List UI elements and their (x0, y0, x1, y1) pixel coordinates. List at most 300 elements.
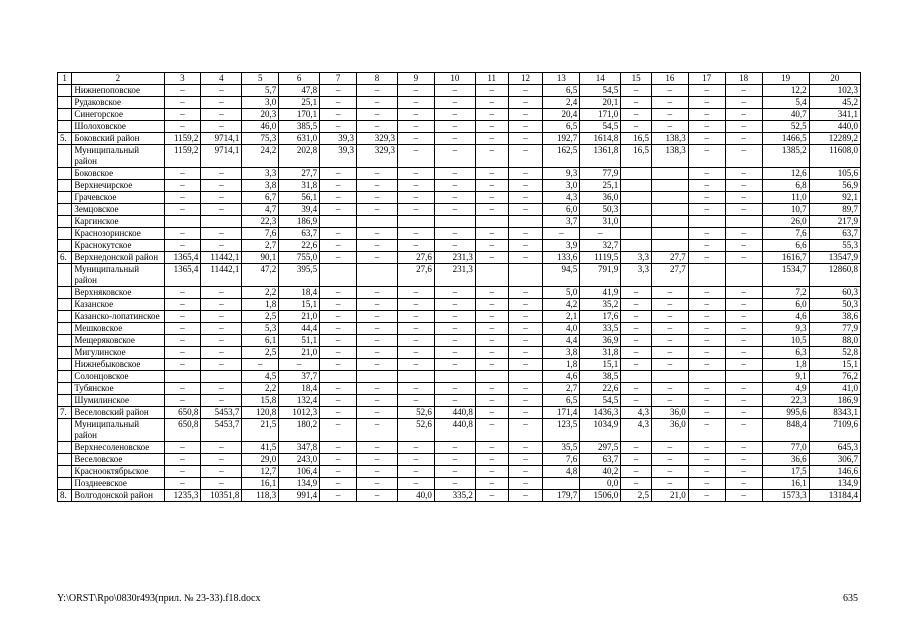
table-row (58, 299, 861, 311)
value-cell: 4,9 (762, 383, 809, 395)
value-cell: 15,1 (809, 359, 860, 371)
column-number-cell: 8 (357, 73, 398, 85)
value-cell: 39,4 (279, 204, 320, 216)
row-label-cell: Земцовское (72, 204, 164, 216)
value-cell: – (688, 85, 725, 97)
value-cell: – (508, 180, 543, 192)
value-cell: – (475, 299, 508, 311)
value-cell: – (725, 85, 762, 97)
value-cell: – (725, 121, 762, 133)
row-index-cell (58, 109, 72, 121)
value-cell: – (397, 85, 434, 97)
row-index-cell (58, 371, 72, 383)
value-cell: – (357, 335, 398, 347)
value-cell: – (688, 442, 725, 454)
value-cell: 6,8 (762, 180, 809, 192)
value-cell (508, 216, 543, 228)
value-cell: 54,5 (580, 85, 621, 97)
value-cell: – (688, 311, 725, 323)
value-cell: 1012,3 (279, 407, 320, 419)
value-cell: – (164, 85, 201, 97)
value-cell: 50,3 (809, 299, 860, 311)
value-cell: – (434, 347, 475, 359)
value-cell: 27,7 (651, 252, 688, 264)
value-cell: – (688, 180, 725, 192)
value-cell: 13547,9 (809, 252, 860, 264)
value-cell: – (621, 466, 652, 478)
value-cell: 7,6 (242, 228, 279, 240)
value-cell: – (164, 347, 201, 359)
value-cell (621, 204, 652, 216)
value-cell: – (688, 97, 725, 109)
value-cell (164, 371, 201, 383)
value-cell: – (725, 168, 762, 180)
row-index-cell: 7. (58, 407, 72, 419)
value-cell: 5,4 (762, 97, 809, 109)
value-cell: 22,6 (580, 383, 621, 395)
table-row (58, 442, 861, 454)
value-cell: – (688, 419, 725, 442)
value-cell (651, 216, 688, 228)
value-cell: 4,3 (621, 407, 652, 419)
value-cell: – (688, 121, 725, 133)
row-label-cell: Боковское (72, 168, 164, 180)
value-cell (651, 192, 688, 204)
value-cell: 39,3 (320, 145, 357, 168)
value-cell: 134,9 (279, 478, 320, 490)
value-cell: – (397, 466, 434, 478)
value-cell: – (201, 359, 242, 371)
table-row (58, 85, 861, 97)
value-cell: – (434, 121, 475, 133)
value-cell: – (201, 323, 242, 335)
column-number-cell: 10 (434, 73, 475, 85)
row-label-cell: Муниципальный район (72, 264, 164, 287)
value-cell: 105,6 (809, 168, 860, 180)
row-index-cell (58, 419, 72, 442)
row-index-cell (58, 335, 72, 347)
value-cell: – (164, 323, 201, 335)
value-cell: – (434, 311, 475, 323)
value-cell: – (725, 466, 762, 478)
row-label-cell: Верхнедонской район (72, 252, 164, 264)
value-cell: – (725, 299, 762, 311)
row-index-cell (58, 216, 72, 228)
value-cell: 15,1 (279, 299, 320, 311)
value-cell (621, 228, 652, 240)
value-cell: – (688, 323, 725, 335)
value-cell: 1616,7 (762, 252, 809, 264)
value-cell: – (434, 97, 475, 109)
column-number-cell: 5 (242, 73, 279, 85)
value-cell (725, 216, 762, 228)
value-cell: – (164, 454, 201, 466)
column-number-cell: 2 (72, 73, 164, 85)
value-cell: – (651, 335, 688, 347)
value-cell: 11,0 (762, 192, 809, 204)
value-cell: – (320, 442, 357, 454)
value-cell: – (688, 466, 725, 478)
value-cell (651, 168, 688, 180)
value-cell: 329,3 (357, 145, 398, 168)
value-cell: 25,1 (580, 180, 621, 192)
value-cell: – (475, 407, 508, 419)
value-cell: 9714,1 (201, 133, 242, 145)
value-cell: 38,5 (580, 371, 621, 383)
value-cell: – (725, 478, 762, 490)
value-cell: 6,7 (242, 192, 279, 204)
value-cell: – (201, 311, 242, 323)
value-cell: 1361,8 (580, 145, 621, 168)
value-cell: 120,8 (242, 407, 279, 419)
value-cell: 995,6 (762, 407, 809, 419)
value-cell: 47,2 (242, 264, 279, 287)
value-cell: – (434, 287, 475, 299)
value-cell: – (434, 192, 475, 204)
value-cell: – (725, 419, 762, 442)
value-cell: – (725, 407, 762, 419)
value-cell: 77,0 (762, 442, 809, 454)
column-number-cell: 17 (688, 73, 725, 85)
value-cell: 1506,0 (580, 490, 621, 502)
value-cell: – (475, 359, 508, 371)
value-cell: 3,3 (621, 264, 652, 287)
value-cell: 1534,7 (762, 264, 809, 287)
value-cell: 27,6 (397, 264, 434, 287)
row-index-cell (58, 466, 72, 478)
value-cell: 4,2 (543, 299, 580, 311)
row-label-cell: Казанско-лопатинское (72, 311, 164, 323)
value-cell: 9,3 (762, 323, 809, 335)
value-cell: 9,1 (762, 371, 809, 383)
value-cell: 1614,8 (580, 133, 621, 145)
value-cell (475, 216, 508, 228)
value-cell: – (357, 454, 398, 466)
value-cell: 24,2 (242, 145, 279, 168)
value-cell: – (164, 204, 201, 216)
value-cell: 90,1 (242, 252, 279, 264)
value-cell: – (725, 97, 762, 109)
row-index-cell (58, 264, 72, 287)
value-cell: – (434, 359, 475, 371)
row-index-cell (58, 383, 72, 395)
row-index-cell (58, 192, 72, 204)
table-row (58, 121, 861, 133)
value-cell: 217,9 (809, 216, 860, 228)
value-cell: 5,0 (543, 287, 580, 299)
value-cell: 33,5 (580, 323, 621, 335)
value-cell: 306,7 (809, 454, 860, 466)
value-cell: – (434, 133, 475, 145)
value-cell (621, 192, 652, 204)
value-cell: – (320, 311, 357, 323)
value-cell: – (397, 311, 434, 323)
value-cell: – (320, 228, 357, 240)
value-cell (357, 371, 398, 383)
value-cell (397, 371, 434, 383)
table-row (58, 323, 861, 335)
value-cell (508, 371, 543, 383)
value-cell: 1034,9 (580, 419, 621, 442)
value-cell: 5,3 (242, 323, 279, 335)
value-cell: – (688, 287, 725, 299)
value-cell: – (201, 121, 242, 133)
column-number-cell: 20 (809, 73, 860, 85)
row-label-cell: Верхнесоленовское (72, 442, 164, 454)
value-cell (688, 371, 725, 383)
row-index-cell (58, 240, 72, 252)
value-cell: – (397, 192, 434, 204)
value-cell: – (725, 347, 762, 359)
column-number-cell: 4 (201, 73, 242, 85)
value-cell: – (475, 442, 508, 454)
value-cell: 170,1 (279, 109, 320, 121)
row-label-cell: Каргинское (72, 216, 164, 228)
table-row (58, 359, 861, 371)
value-cell: – (201, 240, 242, 252)
table-row (58, 395, 861, 407)
table-row (58, 454, 861, 466)
value-cell: – (688, 383, 725, 395)
value-cell: – (725, 228, 762, 240)
value-cell (651, 180, 688, 192)
value-cell: – (508, 311, 543, 323)
row-label-cell: Верхняковское (72, 287, 164, 299)
value-cell: – (475, 168, 508, 180)
value-cell: 186,9 (809, 395, 860, 407)
value-cell: 1,8 (762, 359, 809, 371)
value-cell: – (357, 121, 398, 133)
value-cell: 231,3 (434, 264, 475, 287)
value-cell: 6,0 (543, 204, 580, 216)
value-cell: – (688, 204, 725, 216)
value-cell: 5453,7 (201, 407, 242, 419)
value-cell: 138,3 (651, 133, 688, 145)
value-cell: – (434, 228, 475, 240)
value-cell: 3,3 (242, 168, 279, 180)
value-cell: 848,4 (762, 419, 809, 442)
value-cell: – (621, 109, 652, 121)
value-cell: – (508, 490, 543, 502)
table-row (58, 466, 861, 478)
value-cell: – (475, 180, 508, 192)
column-number-cell: 13 (543, 73, 580, 85)
value-cell: 1119,5 (580, 252, 621, 264)
value-cell: – (725, 252, 762, 264)
value-cell: – (320, 347, 357, 359)
value-cell: 186,9 (279, 216, 320, 228)
value-cell: – (320, 419, 357, 442)
value-cell: – (320, 323, 357, 335)
value-cell: 297,5 (580, 442, 621, 454)
row-label-cell: Краснооктябрьское (72, 466, 164, 478)
value-cell: 2,5 (242, 347, 279, 359)
value-cell: – (320, 299, 357, 311)
column-number-cell: 1 (58, 73, 72, 85)
value-cell: – (475, 466, 508, 478)
table-row (58, 228, 861, 240)
row-label-cell: Солонцовское (72, 371, 164, 383)
value-cell: 440,8 (434, 407, 475, 419)
value-cell: – (397, 359, 434, 371)
row-label-cell: Краснокутское (72, 240, 164, 252)
value-cell: – (201, 347, 242, 359)
value-cell: 52,8 (809, 347, 860, 359)
row-index-cell (58, 228, 72, 240)
value-cell: 60,3 (809, 287, 860, 299)
value-cell: – (434, 299, 475, 311)
value-cell: 94,5 (543, 264, 580, 287)
value-cell: – (688, 228, 725, 240)
value-cell: 1159,2 (164, 145, 201, 168)
value-cell: 27,7 (651, 264, 688, 287)
value-cell: – (475, 133, 508, 145)
value-cell: 54,5 (580, 121, 621, 133)
value-cell: – (508, 252, 543, 264)
value-cell: 36,0 (651, 419, 688, 442)
value-cell: – (651, 121, 688, 133)
value-cell: – (475, 311, 508, 323)
value-cell: – (397, 442, 434, 454)
value-cell: – (201, 228, 242, 240)
row-index-cell (58, 299, 72, 311)
value-cell: 3,0 (242, 97, 279, 109)
value-cell: – (201, 97, 242, 109)
value-cell: – (621, 85, 652, 97)
value-cell: – (508, 383, 543, 395)
column-number-cell: 3 (164, 73, 201, 85)
value-cell: – (201, 299, 242, 311)
value-cell (621, 168, 652, 180)
table-row (58, 490, 861, 502)
value-cell (621, 180, 652, 192)
value-cell: – (475, 490, 508, 502)
value-cell: – (621, 287, 652, 299)
value-cell: 347,8 (279, 442, 320, 454)
value-cell: – (508, 299, 543, 311)
value-cell: 385,5 (279, 121, 320, 133)
value-cell: – (320, 97, 357, 109)
value-cell: – (434, 395, 475, 407)
value-cell: – (508, 395, 543, 407)
value-cell: – (320, 478, 357, 490)
value-cell: 123,5 (543, 419, 580, 442)
value-cell: – (688, 407, 725, 419)
value-cell: – (434, 85, 475, 97)
value-cell: – (434, 204, 475, 216)
value-cell: 40,2 (580, 466, 621, 478)
value-cell (397, 216, 434, 228)
value-cell: – (508, 145, 543, 168)
value-cell: 231,3 (434, 252, 475, 264)
value-cell: – (508, 168, 543, 180)
value-cell: – (397, 180, 434, 192)
value-cell: – (164, 287, 201, 299)
table-row (58, 180, 861, 192)
value-cell: – (434, 109, 475, 121)
value-cell: – (475, 109, 508, 121)
value-cell: 180,2 (279, 419, 320, 442)
row-label-cell: Казанское (72, 299, 164, 311)
value-cell: 92,1 (809, 192, 860, 204)
table-header-row (58, 73, 861, 85)
value-cell: – (688, 133, 725, 145)
value-cell: 40,0 (397, 490, 434, 502)
column-number-cell: 15 (621, 73, 652, 85)
value-cell: – (508, 109, 543, 121)
value-cell: – (357, 466, 398, 478)
value-cell: 7,6 (762, 228, 809, 240)
value-cell: – (164, 395, 201, 407)
value-cell (688, 264, 725, 287)
value-cell: – (320, 240, 357, 252)
value-cell: 56,9 (809, 180, 860, 192)
value-cell: – (651, 442, 688, 454)
value-cell: – (475, 204, 508, 216)
column-number-cell: 9 (397, 73, 434, 85)
table-row (58, 192, 861, 204)
table-row (58, 240, 861, 252)
value-cell: 4,6 (543, 371, 580, 383)
value-cell (621, 240, 652, 252)
row-index-cell (58, 145, 72, 168)
table-row (58, 97, 861, 109)
table-row (58, 109, 861, 121)
value-cell: – (651, 323, 688, 335)
value-cell: – (397, 395, 434, 407)
value-cell: – (397, 240, 434, 252)
row-index-cell (58, 359, 72, 371)
value-cell: – (201, 335, 242, 347)
value-cell: 50,3 (580, 204, 621, 216)
row-label-cell: Муниципальный район (72, 419, 164, 442)
value-cell: – (621, 383, 652, 395)
column-number-cell: 12 (508, 73, 543, 85)
value-cell: – (357, 442, 398, 454)
value-cell: – (508, 335, 543, 347)
value-cell: – (357, 180, 398, 192)
value-cell: – (475, 121, 508, 133)
value-cell: 56,1 (279, 192, 320, 204)
value-cell: 36,0 (651, 407, 688, 419)
value-cell: 341,1 (809, 109, 860, 121)
value-cell: – (475, 347, 508, 359)
value-cell: – (651, 466, 688, 478)
value-cell: 395,5 (279, 264, 320, 287)
value-cell: 16,5 (621, 145, 652, 168)
value-cell: 645,3 (809, 442, 860, 454)
value-cell: 89,7 (809, 204, 860, 216)
value-cell: 20,4 (543, 109, 580, 121)
value-cell: 22,3 (762, 395, 809, 407)
value-cell (320, 371, 357, 383)
value-cell: 16,1 (762, 478, 809, 490)
value-cell: 11442,1 (201, 252, 242, 264)
value-cell: – (320, 490, 357, 502)
value-cell: 9714,1 (201, 145, 242, 168)
row-index-cell: 8. (58, 490, 72, 502)
value-cell: – (397, 299, 434, 311)
table-row (58, 419, 861, 442)
value-cell: – (320, 454, 357, 466)
value-cell: 36,0 (580, 192, 621, 204)
value-cell: 6,6 (762, 240, 809, 252)
value-cell: – (397, 97, 434, 109)
value-cell: 44,4 (279, 323, 320, 335)
row-index-cell (58, 85, 72, 97)
value-cell: 329,3 (357, 133, 398, 145)
value-cell: – (320, 204, 357, 216)
